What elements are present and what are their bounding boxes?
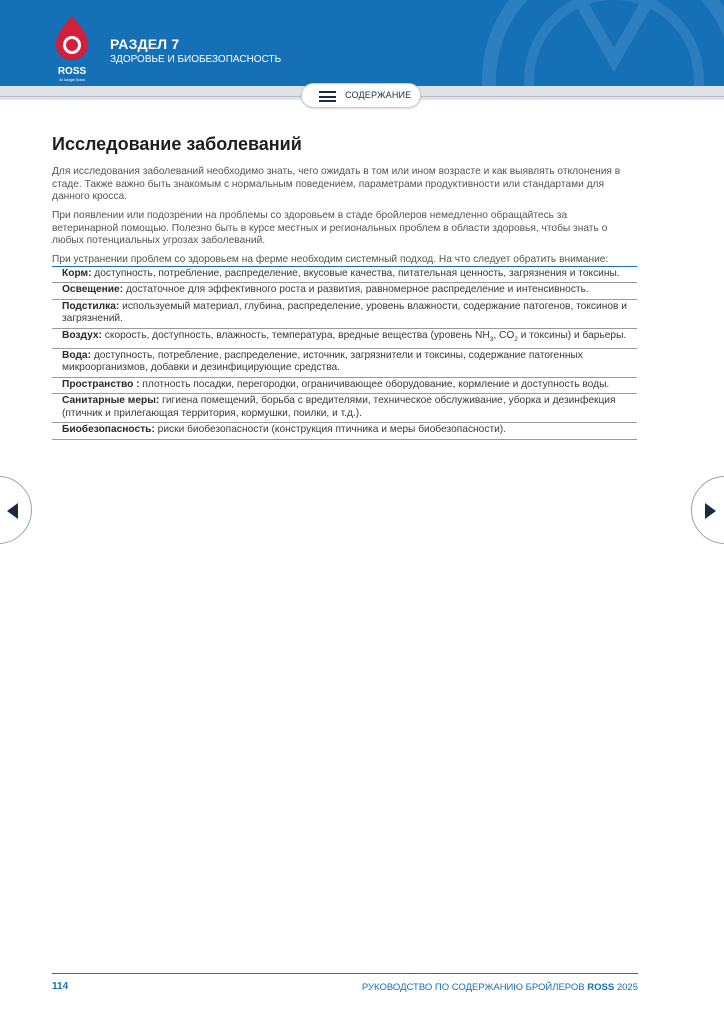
term-air: Воздух: [62,329,102,341]
term-feed: Корм: [62,268,92,279]
footer-line [52,973,638,974]
menu-icon [319,91,336,102]
paragraph-approach: При устранении проблем со здоровьем на ферме необходим системный подход. На что следует обратить внимание: [52,254,609,265]
footer-title-brand: ROSS [587,982,615,993]
list-item-space [52,378,637,394]
list-item-feed [52,267,637,283]
previous-page-button[interactable] [0,476,32,544]
text-sanitation: гигиена помещений, борьба с вредителями, техническое обслуживание, уборка и дезинфекция (птичник и прилегающая территория, кормушки, поилки, и т.д.). [62,395,616,419]
text-air-sub1: 3 [489,335,494,343]
text-air-tail: и токсины) и барьеры. [517,329,627,341]
section-subtitle: ЗДОРОВЬЕ И БИОБЕЗОПАСНОСТЬ [110,54,282,65]
section-label: РАЗДЕЛ 7 [110,36,180,52]
list-item-biosecurity [52,423,637,439]
list-item-air [52,329,637,349]
arrow-left-icon [7,503,18,519]
logo-subtext: An Aviagen Brand [59,78,85,82]
term-biosecurity: Биобезопасность: [62,424,155,436]
header-decoration [424,0,724,86]
next-page-button[interactable] [691,476,724,544]
list-item-lighting [52,283,637,299]
text-air-sub2: 2 [514,335,518,343]
text-feed: доступность, потребление, распределение, вкусовые качества, питательная ценность, загрязнения и токсины. [91,268,620,279]
paragraph-veterinary: При появлении или подозрении на проблемы со здоровьем в стаде бройлеров немедленно обращайтесь за ветеринарной помощью. Полезно быть в курсе местных и региональных проблем в области здоровья, чтобы знать о любых потенциальных угрозах заболеваний. [52,210,608,247]
term-water: Вода: [62,350,91,362]
logo-text: ROSS [57,66,87,77]
term-lighting: Освещение: [62,284,124,296]
term-sanitation: Санитарные меры: [62,395,160,407]
contents-label: СОДЕРЖАНИЕ [345,90,412,100]
list-item-sanitation [52,394,637,423]
footer-title-year: 2025 [614,982,638,993]
text-lighting: достаточное для эффективного роста и развития, равномерное распределение и интенсивность. [123,284,589,296]
list-item-water [52,349,637,378]
text-biosecurity: риски биобезопасности (конструкция птичника и меры биобезопасности). [154,424,507,436]
term-litter: Подстилка: [62,300,120,312]
ross-logo [50,14,94,86]
text-space: плотность посадки, перегородки, ограничивающее оборудование, кормление и доступность воды. [139,378,610,390]
text-air: скорость, доступность, влажность, температура, вредные вещества (уровень NH [101,329,490,341]
page-number: 114 [52,981,69,992]
page-title: Исследование заболеваний [52,134,302,154]
footer-title-main: РУКОВОДСТВО ПО СОДЕРЖАНИЮ БРОЙЛЕРОВ [361,982,588,993]
list-item-litter [52,300,637,329]
text-water: доступность, потребление, распределение, источник, загрязнители и токсины, содержание патогенных микроорганизмов, добавки и дезинфицирующие средства. [62,350,583,374]
paragraph-intro: Для исследования заболеваний необходимо знать, чего ожидать в том или ином возрасте и как выявлять отклонения в стаде. Также важно быть знакомым с нормальным поведением, параметрами продуктивности или стандартами для данного кросса. [52,166,621,203]
text-litter: используемый материал, глубина, распределение, уровень влажности, содержание патогенов, токсинов и загрязнений. [62,300,627,325]
checklist [52,266,637,440]
contents-button[interactable] [301,83,421,108]
page-header [0,0,724,86]
text-air-mid: , CO [493,329,515,341]
term-space: Пространство : [62,378,140,390]
footer-title [362,982,638,993]
arrow-right-icon [705,503,716,519]
